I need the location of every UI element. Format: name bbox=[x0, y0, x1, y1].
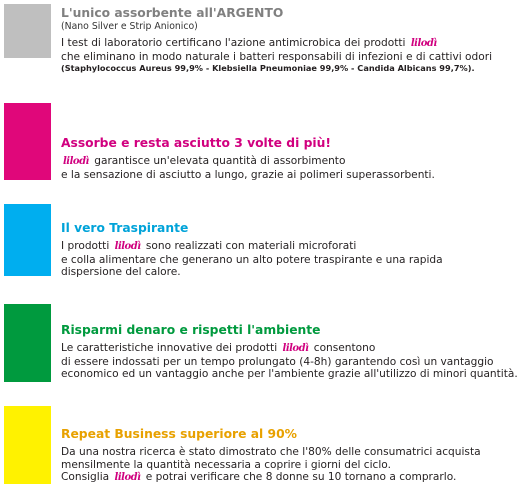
feature-repeat-business-content bbox=[61, 427, 521, 485]
feature-silver-content bbox=[61, 6, 521, 74]
magenta-color-swatch bbox=[4, 103, 51, 180]
feature-savings-title: Risparmi denaro e rispetti l'ambiente bbox=[61, 323, 321, 337]
feature-repeat-business-line-1: Da una nostra ricerca è stato dimostrato che l'80% delle consumatrici acquista bbox=[61, 446, 481, 458]
feature-silver-line-1: I test di laboratorio certificano l'azione antimicrobica dei prodotti lilodì bbox=[61, 37, 437, 49]
feature-savings-content bbox=[61, 323, 521, 381]
brand-logo: lilodì bbox=[63, 156, 89, 167]
feature-savings-line-3: economico ed un vantaggio anche per l'ambiente grazie all'utilizzo di minori quantità. bbox=[61, 368, 518, 380]
brand-logo: lilodì bbox=[282, 343, 309, 354]
feature-breathable-line-2: e colla alimentare che generano un alto potere traspirante e una rapida bbox=[61, 253, 443, 266]
brand-logo: lilodì bbox=[410, 38, 437, 49]
gray-color-swatch bbox=[4, 4, 51, 58]
brand-logo: lilodì bbox=[114, 472, 141, 483]
feature-silver-subtitle: (Nano Silver e Strip Anionico) bbox=[61, 21, 198, 32]
feature-savings-line-2: di essere indossati per un tempo prolungato (4-8h) garantendo così un vantaggio bbox=[61, 355, 494, 368]
feature-breathable-title: Il vero Traspirante bbox=[61, 221, 189, 235]
brand-logo: lilodì bbox=[114, 241, 141, 252]
yellow-color-swatch bbox=[4, 406, 51, 484]
feature-repeat-business-line-3: Consiglia lilodì e potrai verificare che 8 donne su 10 tornano a comprarlo. bbox=[61, 471, 457, 483]
cyan-color-swatch bbox=[4, 204, 51, 276]
green-color-swatch bbox=[4, 304, 51, 382]
feature-absorb-title: Assorbe e resta asciutto 3 volte di più! bbox=[61, 136, 331, 150]
feature-absorb-content bbox=[61, 136, 521, 181]
feature-absorb-line-1: lilodì garantisce un'elevata quantità di assorbimento bbox=[63, 155, 346, 167]
feature-breathable-line-3: dispersione del calore. bbox=[61, 266, 181, 278]
feature-silver-line-2: che eliminano in modo naturale i batteri responsabili di infezioni e di cattivi odori bbox=[61, 50, 493, 63]
feature-savings-line-1: Le caratteristiche innovative dei prodotti lilodì consentono bbox=[61, 342, 376, 354]
feature-breathable-content bbox=[61, 221, 521, 279]
feature-silver-title: L'unico assorbente all'ARGENTO bbox=[61, 6, 284, 20]
feature-silver-line-3: (Staphylococcus Aureus 99,9% - Klebsiella Pneumoniae 99,9% - Candida Albicans 99,7%). bbox=[61, 63, 475, 73]
feature-breathable-line-1: I prodotti lilodì sono realizzati con materiali microforati bbox=[61, 240, 357, 252]
feature-repeat-business-line-2: mensilmente la quantità necessaria a coprire i giorni del ciclo. bbox=[61, 458, 391, 471]
feature-repeat-business-title: Repeat Business superiore al 90% bbox=[61, 427, 297, 441]
feature-absorb-line-2: e la sensazione di asciutto a lungo, grazie ai polimeri superassorbenti. bbox=[61, 168, 435, 181]
